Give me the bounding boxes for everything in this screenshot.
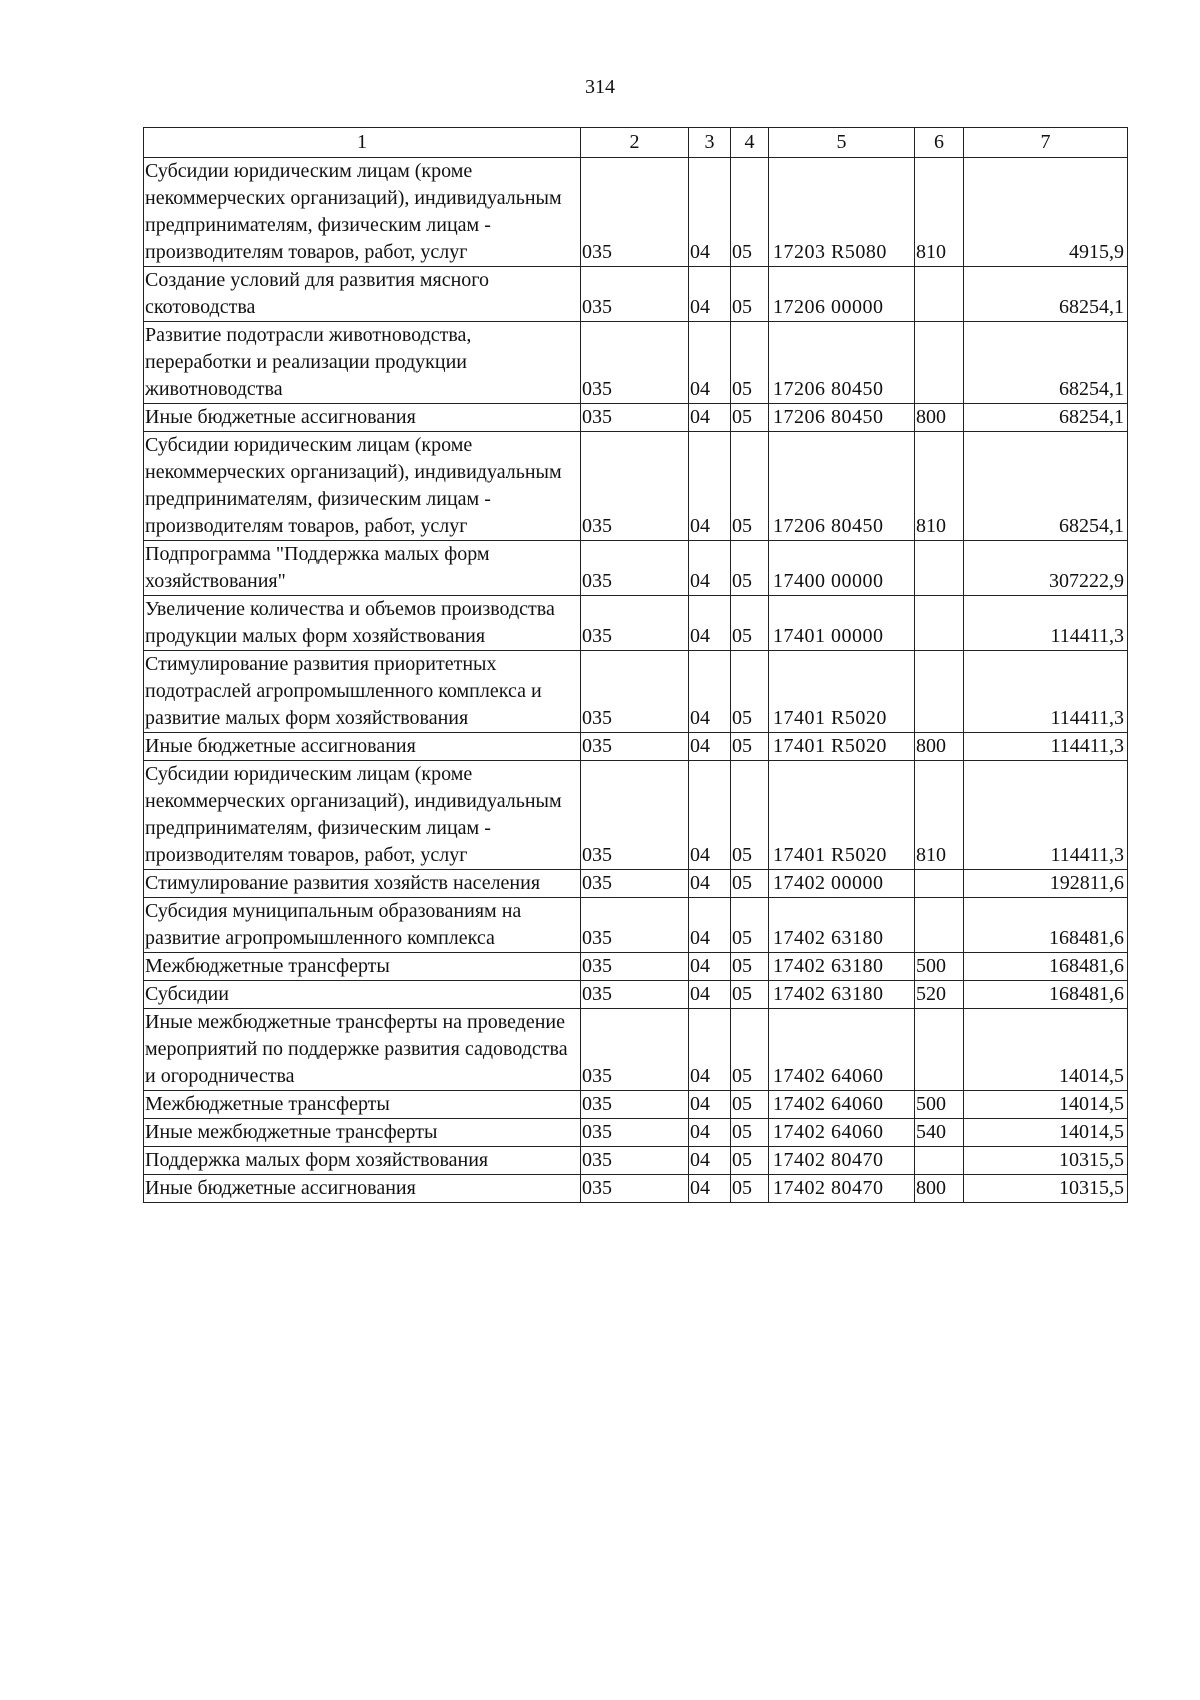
- row-amount-cell: 14014,5: [964, 1091, 1128, 1119]
- row-name-cell: Межбюджетные трансферты: [144, 1091, 581, 1119]
- row-ved-cell: 035: [581, 158, 689, 267]
- table-row: [144, 1119, 1128, 1147]
- row-section-cell: 04: [689, 1119, 731, 1147]
- row-target-article-cell: 17401 R5020: [769, 651, 915, 733]
- row-subsection-cell: 05: [731, 651, 769, 733]
- row-name-cell: Стимулирование развития приоритетных подотраслей агропромышленного комплекса и развитие малых форм хозяйствования: [144, 651, 581, 733]
- row-section-cell: 04: [689, 541, 731, 596]
- row-amount-cell: 68254,1: [964, 322, 1128, 404]
- row-section-cell: 04: [689, 953, 731, 981]
- row-target-article-cell: 17402 63180: [769, 953, 915, 981]
- table-row: [144, 158, 1128, 267]
- row-target-article-cell: 17402 63180: [769, 898, 915, 953]
- row-amount-cell: 68254,1: [964, 432, 1128, 541]
- table-row: [144, 1091, 1128, 1119]
- row-expense-type-cell: [915, 322, 964, 404]
- row-ved-cell: 035: [581, 1091, 689, 1119]
- row-ved-cell: 035: [581, 981, 689, 1009]
- row-expense-type-cell: 500: [915, 1091, 964, 1119]
- row-name-cell: Субсидия муниципальным образованиям на развитие агропромышленного комплекса: [144, 898, 581, 953]
- row-amount-cell: 68254,1: [964, 404, 1128, 432]
- row-expense-type-cell: 520: [915, 981, 964, 1009]
- row-subsection-cell: 05: [731, 761, 769, 870]
- row-subsection-cell: 05: [731, 322, 769, 404]
- row-section-cell: 04: [689, 1009, 731, 1091]
- row-amount-cell: 168481,6: [964, 898, 1128, 953]
- budget-table: [143, 127, 1128, 1203]
- row-amount-cell: 192811,6: [964, 870, 1128, 898]
- row-section-cell: 04: [689, 870, 731, 898]
- row-amount-cell: 10315,5: [964, 1175, 1128, 1203]
- row-subsection-cell: 05: [731, 953, 769, 981]
- row-section-cell: 04: [689, 596, 731, 651]
- table-row: [144, 432, 1128, 541]
- row-target-article-cell: 17402 64060: [769, 1091, 915, 1119]
- row-section-cell: 04: [689, 898, 731, 953]
- table-row: [144, 651, 1128, 733]
- row-ved-cell: 035: [581, 1009, 689, 1091]
- row-ved-cell: 035: [581, 596, 689, 651]
- row-expense-type-cell: [915, 596, 964, 651]
- table-row: [144, 761, 1128, 870]
- column-header: 7: [964, 128, 1128, 158]
- row-expense-type-cell: 540: [915, 1119, 964, 1147]
- row-subsection-cell: 05: [731, 541, 769, 596]
- row-subsection-cell: 05: [731, 898, 769, 953]
- row-ved-cell: 035: [581, 1175, 689, 1203]
- table-row: [144, 981, 1128, 1009]
- row-subsection-cell: 05: [731, 1009, 769, 1091]
- row-section-cell: 04: [689, 158, 731, 267]
- row-target-article-cell: 17401 00000: [769, 596, 915, 651]
- row-subsection-cell: 05: [731, 158, 769, 267]
- row-name-cell: Подпрограмма "Поддержка малых форм хозяйствования": [144, 541, 581, 596]
- row-amount-cell: 168481,6: [964, 981, 1128, 1009]
- row-name-cell: Иные бюджетные ассигнования: [144, 404, 581, 432]
- row-ved-cell: 035: [581, 898, 689, 953]
- row-target-article-cell: 17401 R5020: [769, 733, 915, 761]
- table-row: [144, 953, 1128, 981]
- table-row: [144, 1175, 1128, 1203]
- row-ved-cell: 035: [581, 761, 689, 870]
- row-subsection-cell: 05: [731, 870, 769, 898]
- table-row: [144, 733, 1128, 761]
- row-amount-cell: 4915,9: [964, 158, 1128, 267]
- row-section-cell: 04: [689, 761, 731, 870]
- row-expense-type-cell: 500: [915, 953, 964, 981]
- table-row: [144, 898, 1128, 953]
- column-header: 3: [689, 128, 731, 158]
- row-ved-cell: 035: [581, 432, 689, 541]
- table-row: [144, 267, 1128, 322]
- row-amount-cell: 14014,5: [964, 1119, 1128, 1147]
- row-target-article-cell: 17203 R5080: [769, 158, 915, 267]
- row-subsection-cell: 05: [731, 981, 769, 1009]
- row-ved-cell: 035: [581, 870, 689, 898]
- row-subsection-cell: 05: [731, 432, 769, 541]
- row-section-cell: 04: [689, 432, 731, 541]
- table-body: [144, 158, 1128, 1203]
- row-expense-type-cell: [915, 898, 964, 953]
- row-amount-cell: 10315,5: [964, 1147, 1128, 1175]
- row-subsection-cell: 05: [731, 1119, 769, 1147]
- row-section-cell: 04: [689, 404, 731, 432]
- row-target-article-cell: 17402 80470: [769, 1175, 915, 1203]
- row-section-cell: 04: [689, 733, 731, 761]
- row-section-cell: 04: [689, 322, 731, 404]
- column-header: 2: [581, 128, 689, 158]
- row-name-cell: Иные межбюджетные трансферты на проведение мероприятий по поддержке развития садоводства и огородничества: [144, 1009, 581, 1091]
- table-header-row: [144, 128, 1128, 158]
- row-name-cell: Стимулирование развития хозяйств населения: [144, 870, 581, 898]
- column-header: 4: [731, 128, 769, 158]
- row-name-cell: Субсидии юридическим лицам (кроме некоммерческих организаций), индивидуальным предпринимателям, физическим лицам - производителям товаров, работ, услуг: [144, 432, 581, 541]
- row-ved-cell: 035: [581, 733, 689, 761]
- table-row: [144, 541, 1128, 596]
- row-amount-cell: 168481,6: [964, 953, 1128, 981]
- row-section-cell: 04: [689, 1091, 731, 1119]
- row-section-cell: 04: [689, 1175, 731, 1203]
- row-section-cell: 04: [689, 267, 731, 322]
- row-expense-type-cell: 800: [915, 1175, 964, 1203]
- row-expense-type-cell: [915, 541, 964, 596]
- row-name-cell: Иные межбюджетные трансферты: [144, 1119, 581, 1147]
- row-expense-type-cell: [915, 1147, 964, 1175]
- row-amount-cell: 114411,3: [964, 761, 1128, 870]
- row-name-cell: Иные бюджетные ассигнования: [144, 1175, 581, 1203]
- row-expense-type-cell: [915, 267, 964, 322]
- row-name-cell: Субсидии юридическим лицам (кроме некоммерческих организаций), индивидуальным предпринимателям, физическим лицам - производителям товаров, работ, услуг: [144, 761, 581, 870]
- table-row: [144, 596, 1128, 651]
- row-target-article-cell: 17401 R5020: [769, 761, 915, 870]
- row-expense-type-cell: 810: [915, 158, 964, 267]
- row-subsection-cell: 05: [731, 596, 769, 651]
- row-name-cell: Увеличение количества и объемов производства продукции малых форм хозяйствования: [144, 596, 581, 651]
- table-row: [144, 1009, 1128, 1091]
- row-expense-type-cell: [915, 1009, 964, 1091]
- row-amount-cell: 114411,3: [964, 596, 1128, 651]
- row-target-article-cell: 17206 00000: [769, 267, 915, 322]
- column-header: 6: [915, 128, 964, 158]
- row-amount-cell: 68254,1: [964, 267, 1128, 322]
- table-row: [144, 404, 1128, 432]
- table-row: [144, 1147, 1128, 1175]
- row-expense-type-cell: 810: [915, 761, 964, 870]
- column-header: 5: [769, 128, 915, 158]
- column-header: 1: [144, 128, 581, 158]
- table-row: [144, 322, 1128, 404]
- row-name-cell: Поддержка малых форм хозяйствования: [144, 1147, 581, 1175]
- row-target-article-cell: 17402 64060: [769, 1009, 915, 1091]
- row-ved-cell: 035: [581, 1147, 689, 1175]
- row-subsection-cell: 05: [731, 267, 769, 322]
- row-section-cell: 04: [689, 981, 731, 1009]
- row-expense-type-cell: [915, 870, 964, 898]
- row-target-article-cell: 17206 80450: [769, 404, 915, 432]
- row-amount-cell: 14014,5: [964, 1009, 1128, 1091]
- row-subsection-cell: 05: [731, 733, 769, 761]
- row-name-cell: Субсидии: [144, 981, 581, 1009]
- row-amount-cell: 114411,3: [964, 733, 1128, 761]
- row-target-article-cell: 17402 00000: [769, 870, 915, 898]
- row-expense-type-cell: [915, 651, 964, 733]
- row-expense-type-cell: 810: [915, 432, 964, 541]
- row-subsection-cell: 05: [731, 1147, 769, 1175]
- row-name-cell: Субсидии юридическим лицам (кроме некоммерческих организаций), индивидуальным предпринимателям, физическим лицам - производителям товаров, работ, услуг: [144, 158, 581, 267]
- row-target-article-cell: 17400 00000: [769, 541, 915, 596]
- row-name-cell: Межбюджетные трансферты: [144, 953, 581, 981]
- row-name-cell: Создание условий для развития мясного скотоводства: [144, 267, 581, 322]
- row-section-cell: 04: [689, 1147, 731, 1175]
- row-ved-cell: 035: [581, 267, 689, 322]
- row-ved-cell: 035: [581, 541, 689, 596]
- row-subsection-cell: 05: [731, 1175, 769, 1203]
- row-ved-cell: 035: [581, 953, 689, 981]
- row-ved-cell: 035: [581, 651, 689, 733]
- row-ved-cell: 035: [581, 322, 689, 404]
- row-ved-cell: 035: [581, 404, 689, 432]
- row-subsection-cell: 05: [731, 404, 769, 432]
- page-number: 314: [585, 76, 615, 98]
- row-name-cell: Иные бюджетные ассигнования: [144, 733, 581, 761]
- row-amount-cell: 114411,3: [964, 651, 1128, 733]
- row-amount-cell: 307222,9: [964, 541, 1128, 596]
- row-expense-type-cell: 800: [915, 733, 964, 761]
- row-target-article-cell: 17206 80450: [769, 432, 915, 541]
- table-row: [144, 870, 1128, 898]
- row-expense-type-cell: 800: [915, 404, 964, 432]
- row-target-article-cell: 17402 63180: [769, 981, 915, 1009]
- row-ved-cell: 035: [581, 1119, 689, 1147]
- row-name-cell: Развитие подотрасли животноводства, переработки и реализации продукции животноводства: [144, 322, 581, 404]
- row-target-article-cell: 17402 80470: [769, 1147, 915, 1175]
- row-target-article-cell: 17402 64060: [769, 1119, 915, 1147]
- row-target-article-cell: 17206 80450: [769, 322, 915, 404]
- row-subsection-cell: 05: [731, 1091, 769, 1119]
- row-section-cell: 04: [689, 651, 731, 733]
